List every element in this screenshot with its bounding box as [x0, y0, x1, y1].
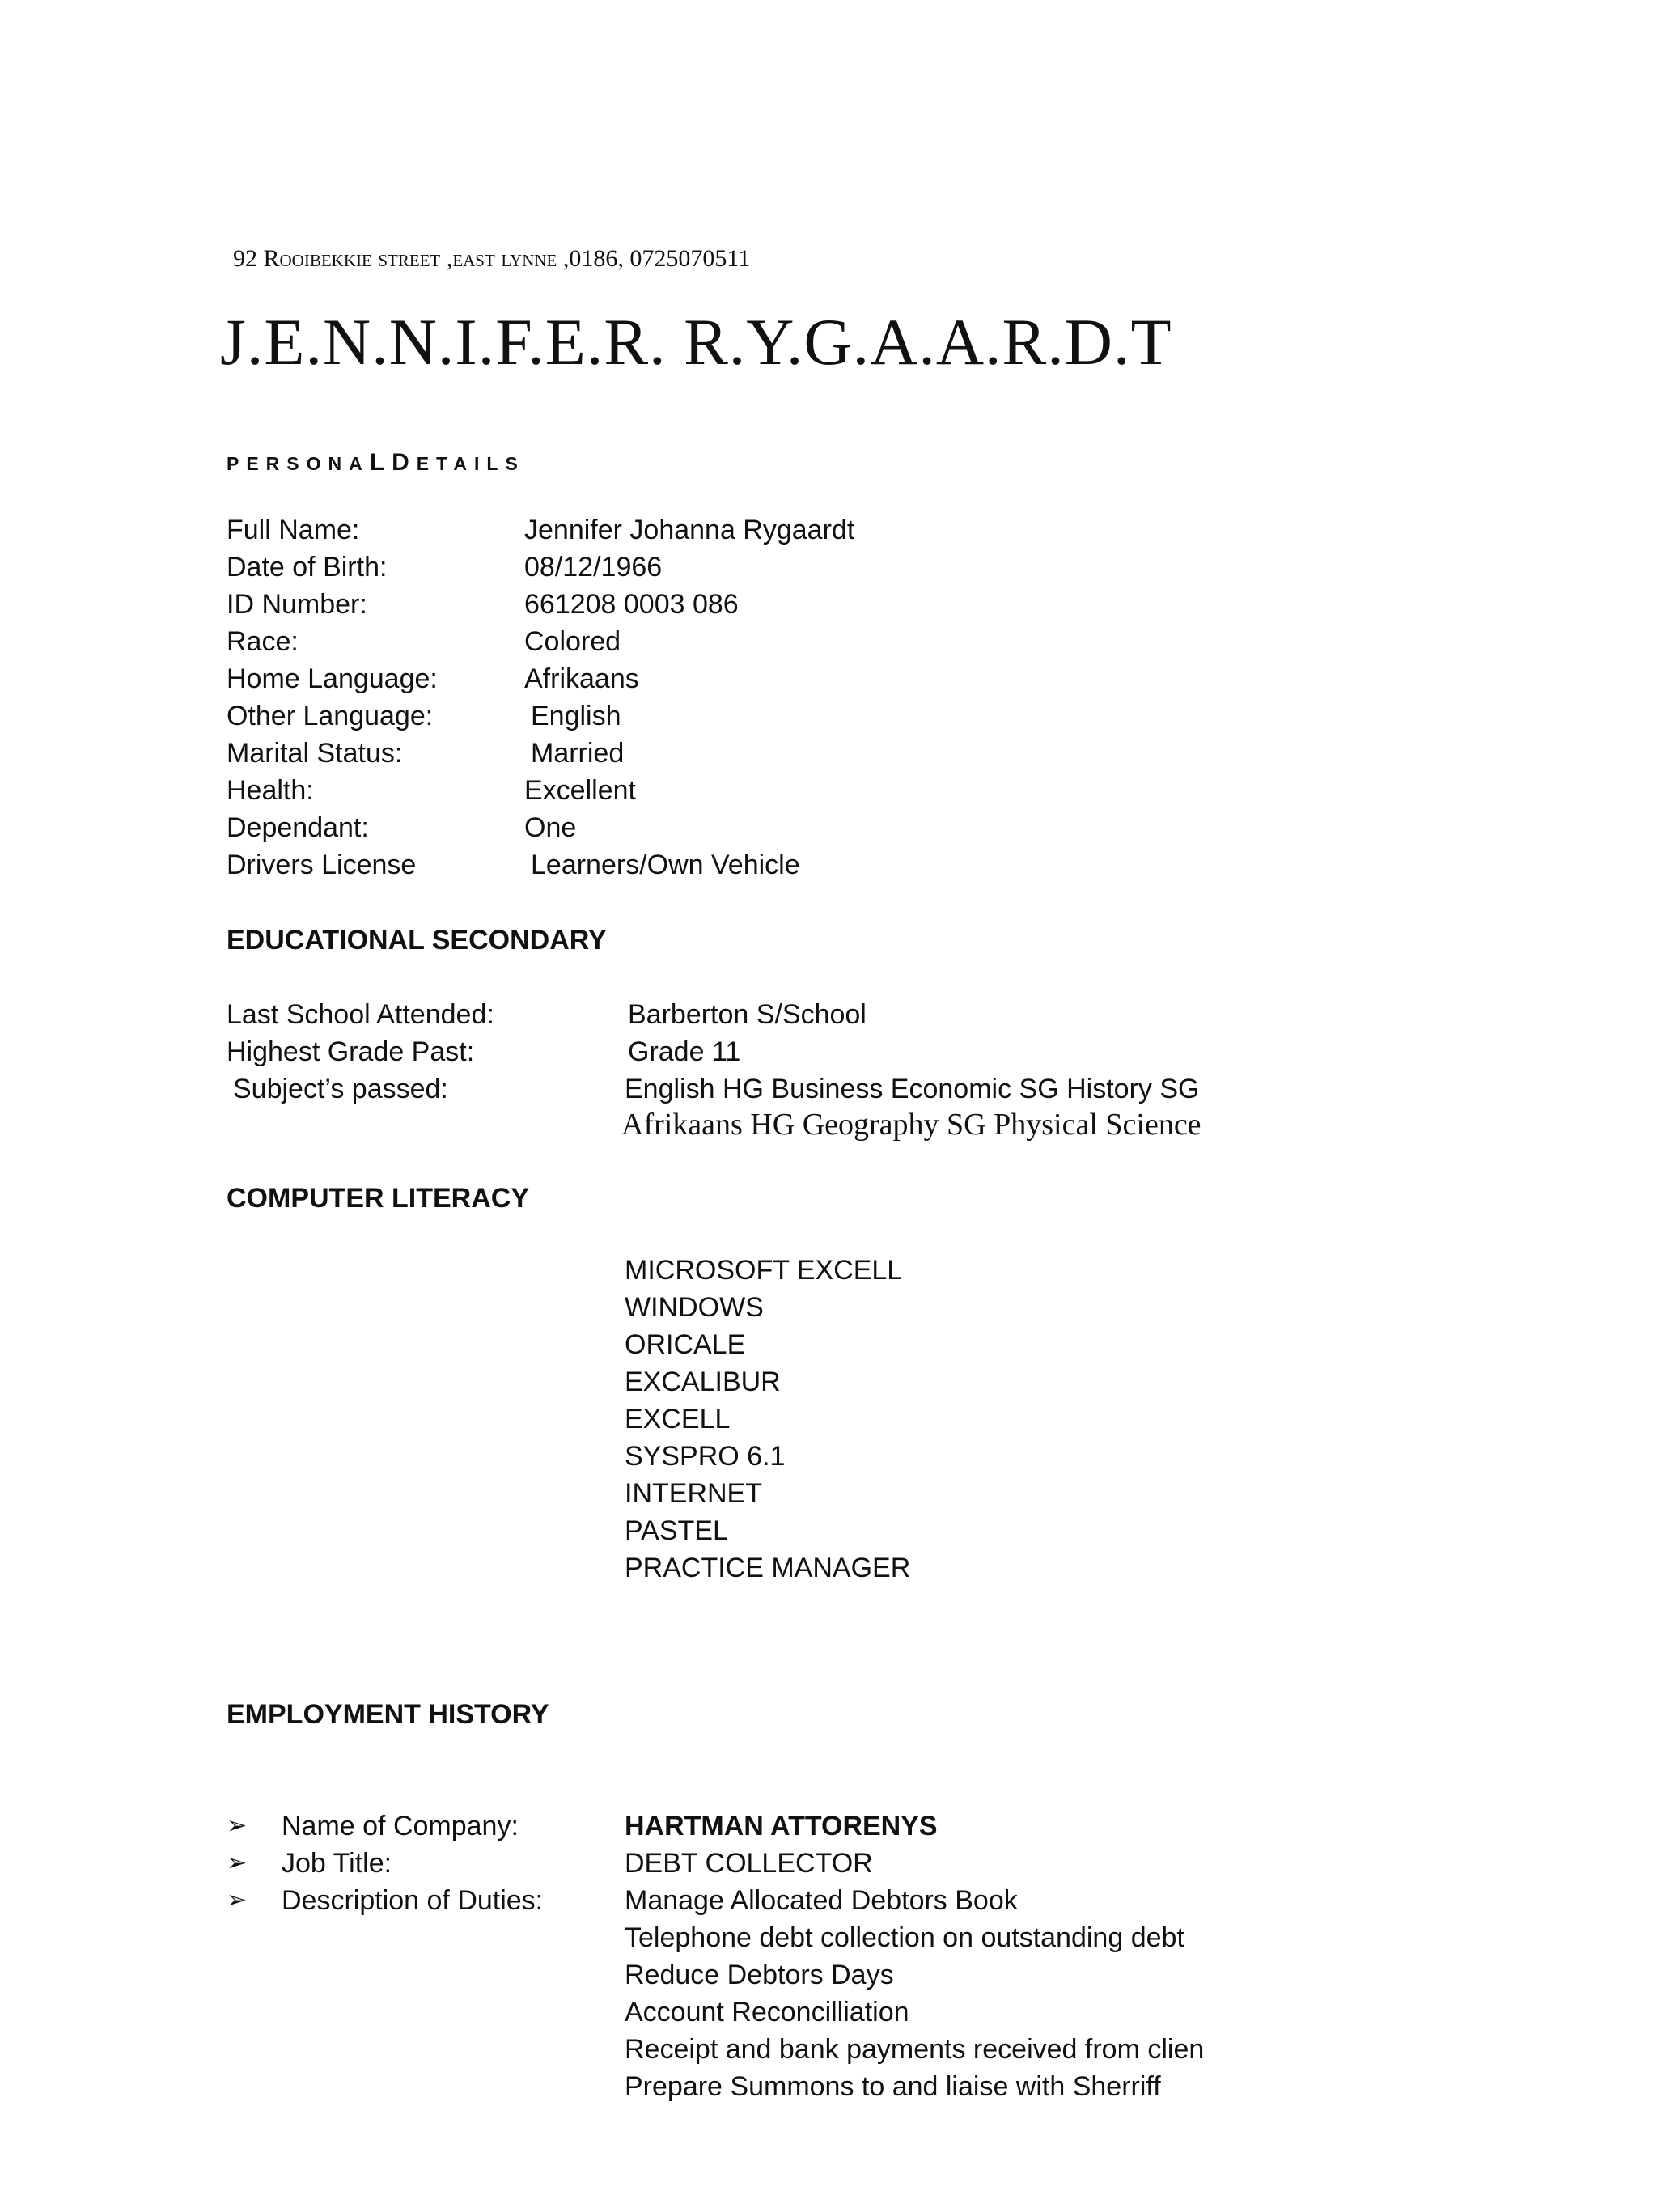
field-label: Home Language:	[227, 663, 438, 694]
field-label: Race:	[227, 626, 299, 657]
field-label: Marital Status:	[227, 738, 403, 769]
field-value: Colored	[524, 626, 621, 657]
computer-skills-list	[625, 1252, 910, 1587]
last-school-label: Last School Attended:	[227, 999, 494, 1030]
field-value: Learners/Own Vehicle	[531, 850, 800, 880]
duty-item: Manage Allocated Debtors Book	[625, 1885, 1018, 1916]
personal-values	[524, 511, 854, 884]
personal-heading-part1: PERSONA	[227, 453, 370, 474]
highest-grade-label: Highest Grade Past:	[227, 1036, 475, 1067]
employment-history-heading: EMPLOYMENT HISTORY	[227, 1699, 549, 1730]
skill-item: WINDOWS	[625, 1292, 764, 1323]
subjects-line-1: English HG Business Economic SG History SG	[625, 1074, 1200, 1104]
skill-item: EXCALIBUR	[625, 1367, 781, 1397]
field-value: Afrikaans	[524, 663, 639, 694]
skill-item: EXCELL	[625, 1404, 731, 1434]
highest-grade-value: Grade 11	[628, 1036, 741, 1067]
skill-item: ORICALE	[625, 1329, 746, 1360]
field-value: One	[524, 812, 577, 843]
subjects-label: Subject’s passed:	[233, 1074, 448, 1104]
skill-item: INTERNET	[625, 1478, 762, 1509]
education-heading: EDUCATIONAL SECONDARY	[227, 925, 607, 956]
duties-list	[625, 1882, 1204, 2105]
personal-heading-part2: ETAILS	[416, 453, 525, 474]
skill-item: MICROSOFT EXCELL	[625, 1255, 903, 1286]
arrowhead-bullet-icon: ➢	[227, 1849, 248, 1877]
field-value: Married	[531, 738, 625, 769]
field-label: Drivers License	[227, 850, 417, 880]
field-label: ID Number:	[227, 589, 367, 620]
company-label: Name of Company:	[282, 1811, 519, 1841]
subjects-line-2: Afrikaans HG Geography SG Physical Science	[621, 1108, 1201, 1142]
field-value: Jennifer Johanna Rygaardt	[524, 515, 855, 545]
job-title-value: DEBT COLLECTOR	[625, 1848, 873, 1879]
skill-item: PASTEL	[625, 1515, 728, 1546]
field-label: Health:	[227, 775, 314, 806]
last-school-value: Barberton S/School	[628, 999, 867, 1030]
personal-heading-cap-l: L	[369, 449, 392, 476]
field-value: Excellent	[524, 775, 636, 806]
personal-labels	[227, 511, 438, 884]
field-value: 661208 0003 086	[524, 589, 739, 620]
arrowhead-bullet-icon: ➢	[227, 1886, 248, 1914]
skill-item: PRACTICE MANAGER	[625, 1553, 911, 1583]
field-value: 08/12/1966	[524, 552, 663, 583]
address-line: 92 Rooibekkie street ,east lynne ,0186, 0725070511	[233, 245, 751, 272]
applicant-name: J.E.N.N.I.F.E.R. R.Y.G.A.A.R.D.T	[220, 305, 1172, 379]
field-label: Other Language:	[227, 701, 434, 731]
duties-label: Description of Duties:	[282, 1885, 544, 1916]
field-label: Dependant:	[227, 812, 369, 843]
field-label: Full Name:	[227, 515, 360, 545]
duty-item: Receipt and bank payments received from clien	[625, 2034, 1205, 2065]
duty-item: Prepare Summons to and liaise with Sherriff	[625, 2071, 1161, 2102]
field-label: Date of Birth:	[227, 552, 388, 583]
personal-heading-cap-d: D	[392, 449, 417, 476]
field-value: English	[531, 701, 621, 731]
computer-literacy-heading: COMPUTER LITERACY	[227, 1183, 529, 1214]
duty-item: Account Reconcilliation	[625, 1997, 909, 2028]
job-title-label: Job Title:	[282, 1848, 392, 1879]
duty-item: Telephone debt collection on outstanding debt	[625, 1922, 1184, 1953]
personal-details-heading	[227, 448, 525, 478]
company-value: HARTMAN ATTORENYS	[625, 1811, 938, 1841]
arrowhead-bullet-icon: ➢	[227, 1812, 248, 1840]
skill-item: SYSPRO 6.1	[625, 1441, 786, 1472]
duty-item: Reduce Debtors Days	[625, 1960, 894, 1990]
